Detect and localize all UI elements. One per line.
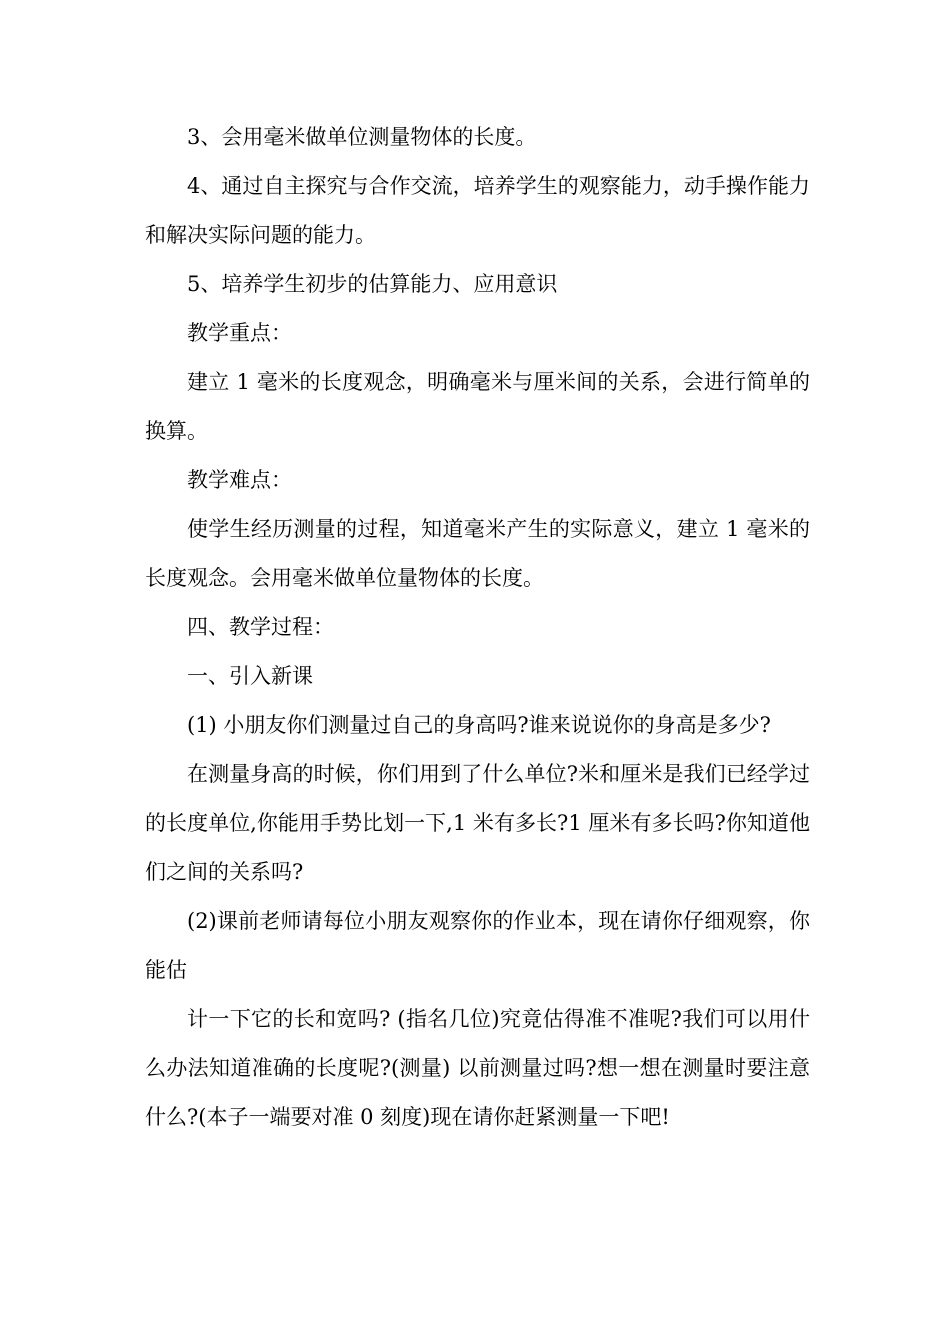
document-body: [145, 113, 810, 1142]
paragraph-objective-3: 3、会用毫米做单位测量物体的长度。: [187, 125, 537, 149]
paragraph-objective-5: 5、培养学生初步的估算能力、应用意识: [187, 272, 558, 296]
paragraph-objective-4: 4、通过自主探究与合作交流，培养学生的观察能力，动手操作能力和解决实际问题的能力。: [145, 174, 810, 247]
paragraph-question-2: (2)课前老师请每位小朋友观察你的作业本，现在请你仔细观察，你能估: [145, 909, 810, 982]
paragraph-units: 在测量身高的时候，你们用到了什么单位?米和厘米是我们已经学过的长度单位,你能用手势比划一下,1 米有多长?1 厘米有多长吗?你知道他们之间的关系吗?: [145, 762, 810, 884]
heading-key-points: 教学重点：: [187, 321, 292, 345]
paragraph-estimate: 计一下它的长和宽吗? (指名几位)究竟估得准不准呢?我们可以用什么办法知道准确的长度呢?(测量) 以前测量过吗?想一想在测量时要注意什么?(本子一端要对准 0 刻度)现在请你赶紧测量一下吧!: [145, 1007, 810, 1129]
paragraph-question-1: (1) 小朋友你们测量过自己的身高吗?谁来说说你的身高是多少?: [187, 713, 771, 737]
heading-introduction: 一、引入新课: [187, 664, 313, 688]
heading-teaching-process: 四、教学过程：: [187, 615, 334, 639]
paragraph-difficulties: 使学生经历测量的过程，知道毫米产生的实际意义，建立 1 毫米的长度观念。会用毫米做单位量物体的长度。: [145, 517, 810, 590]
paragraph-key-points: 建立 1 毫米的长度观念，明确毫米与厘米间的关系，会进行简单的换算。: [145, 370, 810, 443]
heading-difficulties: 教学难点：: [187, 468, 292, 492]
